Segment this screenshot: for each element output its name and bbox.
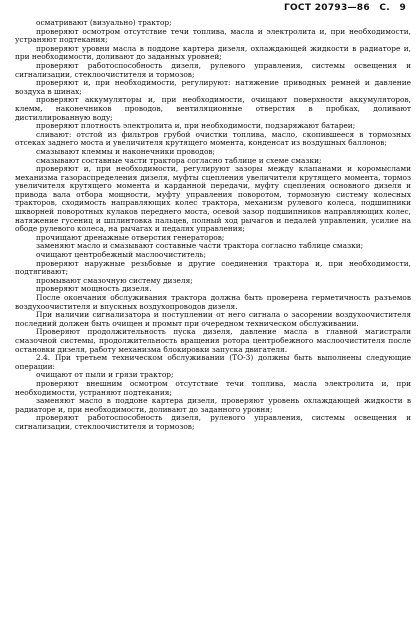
paragraph: проверяют и, при необходимости, регулируют: натяжение приводных ремней и давление воздуха в шинах; <box>15 78 411 96</box>
document-body <box>15 19 411 432</box>
paragraph: После окончания обслуживания трактора должна быть проверена герметичность разъемов воздухоочистителя и впускных воздухопроводов дизеля. <box>15 293 411 311</box>
paragraph: проверяют мощность дизеля. <box>36 284 152 294</box>
paragraph: заменяют масло в поддоне картера дизеля, проверяют уровень охлаждающей жидкости в радиаторе и, при необходимости, доливают до заданного уровня; <box>15 396 411 414</box>
paragraph: смазывают составные части трактора согласно таблице и схеме смазки; <box>36 155 322 165</box>
paragraph: проверяют плотность электролита и, при необходимости, подзаряжают батареи; <box>36 121 356 131</box>
standard-number: ГОСТ 20793—86 <box>283 3 370 13</box>
paragraph: проверяют уровни масла в поддоне картера дизеля, охлаждающей жидкости в радиаторе и, при необходимости, доливают до заданных уровней; <box>15 43 411 62</box>
paragraph: заменяют масло и смазывают составные части трактора согласно таблице смазки; <box>36 241 364 251</box>
paragraph: промывают смазочную систему дизеля; <box>36 275 193 285</box>
paragraph: прочищают дренажные отверстия генераторов; <box>36 232 225 242</box>
paragraph: проверяют наружные резьбовые и другие соединения трактора и, при необходимости, подтягивают; <box>15 258 411 277</box>
paragraph: проверяют осмотром отсутствие течи топлива, масла и электролита и, при необходимости, устраняют подтекания; <box>15 26 411 45</box>
paragraph: осматривают (визуально) трактор; <box>36 18 172 27</box>
paragraph: проверяют аккумуляторы и, при необходимости, очищают поверхности аккумуляторов, клемм, наконечников проводов, вентиляционные отверстия в пробках, доливают дистиллированную воду; <box>15 95 411 122</box>
paragraph: очищают центробежный маслоочиститель; <box>36 250 206 260</box>
paragraph: сливают: отстой из фильтров грубой очистки топлива, масло, скопившееся в тормозных отсеках заднего моста и увеличителя крутящего момента, конденсат из воздушных баллонов; <box>15 129 411 148</box>
page-number: 9 <box>399 3 406 13</box>
page-header <box>278 4 406 13</box>
paragraph: Проверяют продолжительность пуска дизеля, давление масла в главной магистрали смазочной системы, продолжительность вращения ротора центробежного маслоочистителя после остановки дизеля, работу механизма блокировки запуска двигателя. <box>15 327 411 354</box>
paragraph: очищают от пыли и грязи трактор; <box>36 370 174 380</box>
paragraph: смазывают клеммы и наконечники проводов; <box>36 146 216 156</box>
paragraph: проверяют внешним осмотром отсутствие течи топлива, масла электролита и, при необходимости, устраняют подтекания; <box>15 378 411 397</box>
paragraph: При наличии сигнализатора и поступлении от него сигнала о засорении воздухоочистителя последний должен быть очищен и промыт при очередном техническом обслуживании. <box>15 310 411 328</box>
section-2-4-heading: 2.4. При третьем техническом обслуживании (ТО-3) должны быть выполнены следующие операции: <box>15 353 411 371</box>
paragraph: проверяют и, при необходимости, регулируют зазоры между клапанами и коромыслами механизма газораспределения дизеля, муфты сцепления увеличителя крутящего момента, тормоз увеличителя крутящего момента и карданной передачи, муфту сцепления основного дизеля и привода вала отбора мощности, муфту управления поворотом, тормозную систему колесных тракторов, сходимость направляющих колес трактора, механизм рулевого колеса, подшипники шкворней поворотных кулаков переднего моста, осевой зазор подшипников направляющих колес, натяжение гусениц и шплинтовка пальцев, полный ход рычагов и педалей управления, усилие на ободе рулевого колеса, на рычагах и педалях управления; <box>15 164 411 234</box>
paragraph: проверяют работоспособность дизеля, рулевого управления, системы освещения и сигнализации, стеклоочистителя и тормозов; <box>15 413 411 431</box>
page-mark: С. <box>379 3 390 13</box>
paragraph: проверяют работоспособность дизеля, рулевого управления, системы освещения и сигнализации, стеклоочистителя и тормозов; <box>15 60 411 79</box>
